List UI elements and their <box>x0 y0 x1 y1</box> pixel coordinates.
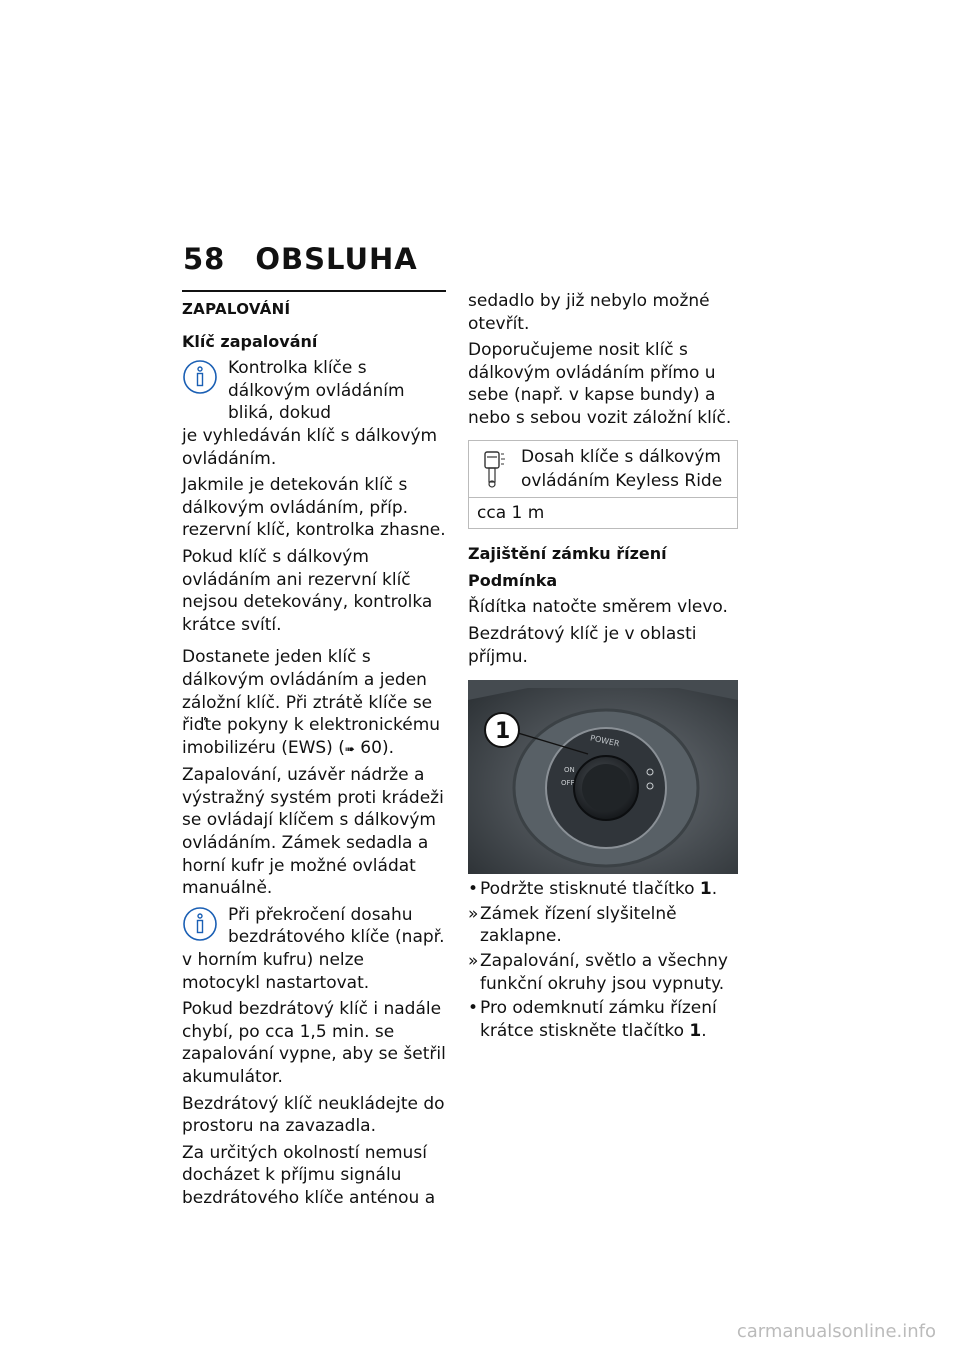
paragraph-text: Dostanete jeden klíč s dálkovým ovládáním a jeden záložní klíč. Při ztrátě klíče se řiďte pokyny k elektronickému imobilizéru (EWS) ( <box>182 647 441 758</box>
note2-rest: v horním kufru) nelze motocykl nastartovat. <box>182 950 370 993</box>
step-end: . <box>711 879 718 900</box>
step-ref: 1 <box>699 879 712 900</box>
callout-number: 1 <box>495 719 511 745</box>
list-marker: • <box>468 879 479 900</box>
note2-first: Při překročení dosahu bezdrátového klíče (např. <box>228 904 445 948</box>
step-ref: 1 <box>689 1020 702 1041</box>
info-note-2 <box>182 904 446 994</box>
list-marker: » <box>468 903 479 924</box>
list-marker: • <box>468 998 479 1019</box>
on-label: ON <box>564 766 575 775</box>
list-item <box>468 903 738 948</box>
list-marker: » <box>468 950 479 971</box>
info-icon <box>182 359 218 395</box>
paragraph: sedadlo by již nebylo možné otevřít. <box>468 291 710 334</box>
spec-title-cell <box>469 440 738 497</box>
page-title <box>183 242 418 276</box>
info-icon <box>182 906 218 942</box>
section-title: ZAPALOVÁNÍ <box>182 300 291 318</box>
page-reference: 60). <box>354 737 394 758</box>
step-text: Zámek řízení slyšitelně zaklapne. <box>480 903 677 947</box>
paragraph: Pokud klíč s dálkovým ovládáním ani rezervní klíč nejsou detekovány, kontrolka krátce svítí. <box>182 546 433 635</box>
list-item <box>468 878 738 901</box>
step-end: . <box>701 1020 707 1041</box>
paragraph: Doporučujeme nosit klíč s dálkovým ovládáním přímo u sebe (např. v kapse bundy) a nebo s sebou vozit záložní klíč. <box>468 340 732 428</box>
page-number: 58 <box>183 242 226 276</box>
note1-rest: je vyhledáván klíč s dálkovým ovládáním. <box>182 425 438 469</box>
section2-title: Zajištění zámku řízení <box>468 544 667 564</box>
subheading-ignition-key: Klíč zapalování <box>182 331 318 351</box>
spec-table <box>468 440 738 530</box>
condition-heading: Podmínka <box>468 570 558 590</box>
condition-text: Bezdrátový klíč je v oblasti příjmu. <box>468 623 697 667</box>
step-text: Pro odemknutí zámku řízení krátce stiskněte tlačítko <box>480 998 717 1041</box>
paragraph: Jakmile je detekován klíč s dálkovým ovládáním, příp. rezervní klíč, kontrolka zhasne. <box>182 475 446 541</box>
watermark-link[interactable]: carmanualsonline.info <box>736 1321 936 1342</box>
step-text: Zapalování, světlo a všechny funkční okruhy jsou vypnuty. <box>480 950 728 994</box>
paragraph <box>182 646 446 760</box>
spec-title: Dosah klíče s dálkovým ovládáním Keyless Ride <box>521 446 723 491</box>
paragraph: Za určitých okolností nemusí docházet k příjmu signálu bezdrátového klíče anténou a <box>182 1142 436 1208</box>
power-button-photo <box>468 680 738 874</box>
left-column <box>182 290 446 1214</box>
off-label: OFF <box>561 779 575 788</box>
note1-first: Kontrolka klíče s dálkovým ovládáním bliká, dokud <box>228 358 405 424</box>
condition-text: Řídítka natočte směrem vlevo. <box>468 597 728 618</box>
step-text: Podržte stisknuté tlačítko <box>480 879 700 900</box>
power-label: POWER <box>589 733 621 749</box>
info-note-1 <box>182 357 446 470</box>
page-reference-icon: ➠ <box>344 741 355 756</box>
chapter-title: OBSLUHA <box>255 242 418 276</box>
paragraph: Bezdrátový klíč neukládejte do prostoru na zavazadla. <box>182 1093 445 1137</box>
steps-list <box>468 878 738 1042</box>
paragraph: Pokud bezdrátový klíč i nadále chybí, po cca 1,5 min. se zapalování vypne, aby se šetřil akumulátor. <box>182 999 446 1087</box>
spec-value: cca 1 m <box>469 497 738 529</box>
section-rule <box>182 290 446 292</box>
key-fob-icon <box>481 451 507 489</box>
list-item <box>468 997 738 1042</box>
list-item <box>468 950 738 995</box>
paragraph: Zapalování, uzávěr nádrže a výstražný systém proti krádeži se ovládají klíčem s dálkovým ovládáním. Zámek sedadla a horní kufr je možné ovládat manuálně. <box>182 765 444 899</box>
right-column <box>468 290 738 1044</box>
